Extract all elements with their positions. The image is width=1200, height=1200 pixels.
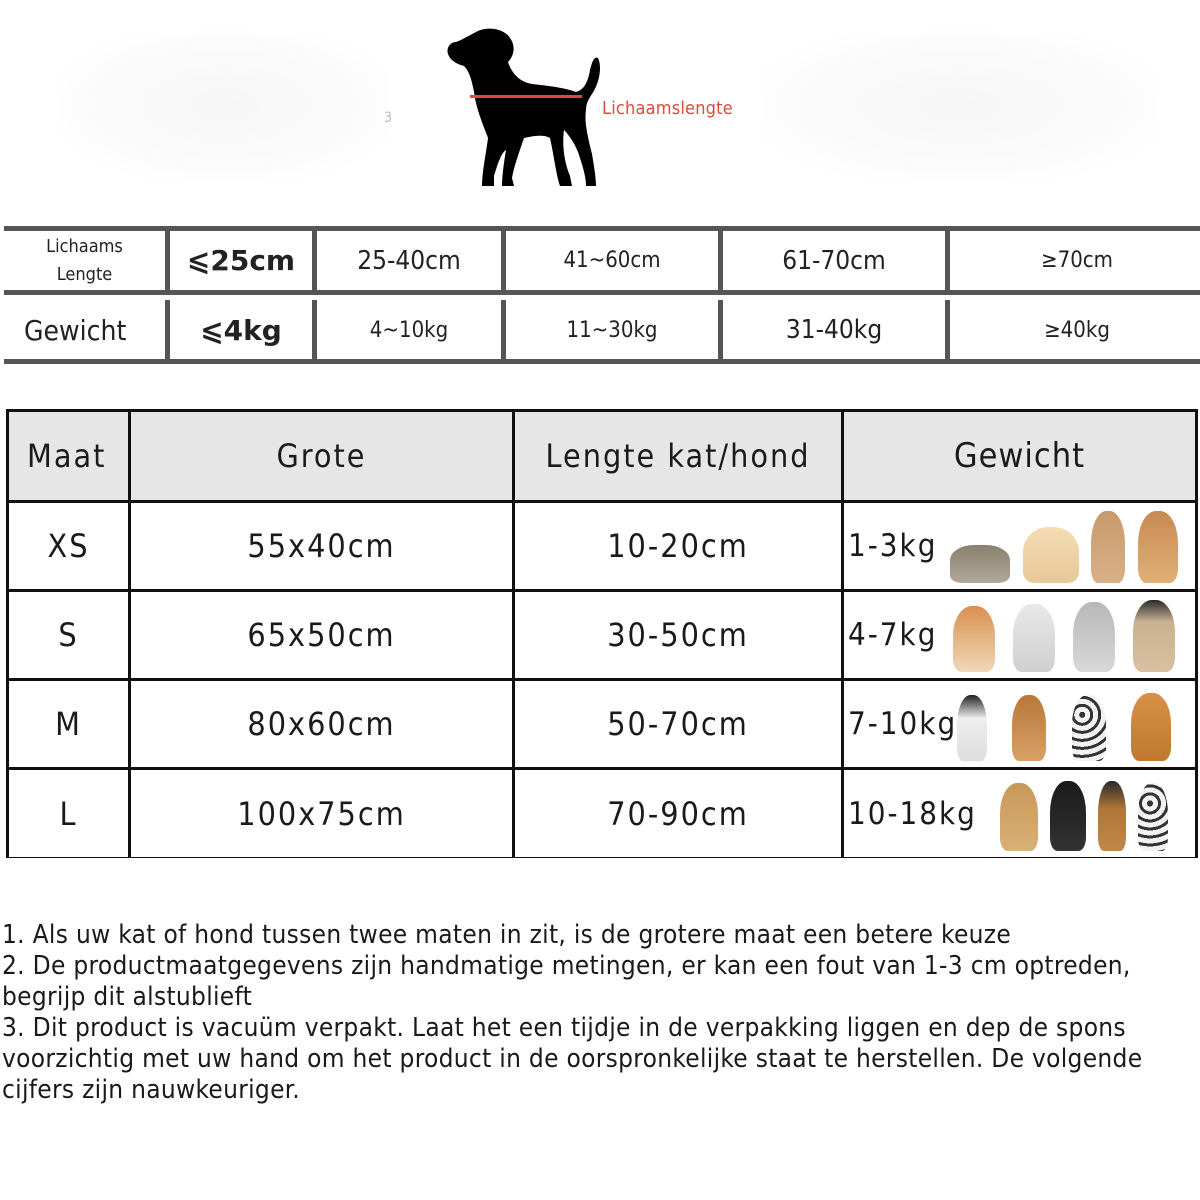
- column-header: Grote: [131, 412, 515, 500]
- reference-row-weight: [4, 300, 1200, 360]
- pet-photos: [944, 503, 1184, 589]
- chihuahua-icon: [1138, 511, 1178, 583]
- weight-cell: [844, 681, 1195, 767]
- length-cell: 70-90cm: [515, 770, 844, 857]
- dog-silhouette-icon: [446, 26, 606, 190]
- weight-cell: [844, 503, 1195, 589]
- length-cell: 50-70cm: [515, 681, 844, 767]
- table-cell: ≥70cm: [1041, 248, 1113, 273]
- page-number: 3: [384, 110, 393, 126]
- weight-cell: [844, 770, 1195, 857]
- cat-icon: [1091, 511, 1125, 583]
- table-cell: 4~10kg: [317, 300, 506, 360]
- pet-photos: [944, 681, 1184, 767]
- collie-icon: [957, 695, 987, 761]
- measurement-figure: [0, 0, 1200, 210]
- shiba-icon: [1131, 693, 1171, 761]
- dalmatian-icon: [1138, 783, 1168, 851]
- row-label: Gewicht: [4, 300, 170, 360]
- column-header: Gewicht: [953, 436, 1086, 476]
- weight-value: 10-18kg: [848, 795, 977, 832]
- table-header-row: [9, 412, 1195, 503]
- kitten-icon: [950, 545, 1010, 583]
- westie-icon: [1013, 604, 1055, 672]
- note-item: 2. De productmaatgegevens zijn handmatige metingen, er kan een fout van 1-3 cm optreden, begrijp dit alstublieft: [2, 951, 1131, 1012]
- table-cell: 25-40cm: [317, 231, 506, 290]
- length-cell: 10-20cm: [515, 503, 844, 589]
- notes-section: [2, 920, 1198, 1106]
- table-cell: 61-70cm: [723, 231, 950, 290]
- shepherd-icon: [1098, 781, 1126, 851]
- size-cell: S: [9, 592, 131, 678]
- pet-photos: [944, 592, 1184, 678]
- beagle-icon: [1012, 695, 1046, 761]
- dimensions-cell: 80x60cm: [131, 681, 515, 767]
- table-cell: ⩽25cm: [170, 231, 317, 290]
- table-row: [9, 770, 1195, 857]
- note-item: 1. Als uw kat of hond tussen twee maten in zit, is de grotere maat een betere keuze: [2, 920, 1012, 950]
- table-cell: ≥40kg: [1044, 317, 1110, 343]
- pet-photos: [994, 770, 1174, 857]
- weight-value: 7-10kg: [848, 706, 958, 742]
- puppy-icon: [1023, 527, 1079, 583]
- size-table: [6, 409, 1198, 858]
- faded-background: [60, 30, 393, 180]
- weight-value: 1-3kg: [848, 528, 938, 564]
- labrador-icon: [1000, 783, 1038, 851]
- length-cell: 30-50cm: [515, 592, 844, 678]
- weight-value: 4-7kg: [848, 617, 938, 653]
- weight-cell: [844, 592, 1195, 678]
- table-row: [9, 681, 1195, 770]
- table-row: [9, 592, 1195, 681]
- reference-row-length: [4, 231, 1200, 295]
- size-cell: XS: [9, 503, 131, 589]
- size-cell: M: [9, 681, 131, 767]
- table-row: [9, 503, 1195, 592]
- row-label: Lichaams Lengte: [4, 231, 170, 290]
- table-cell: 31-40kg: [723, 300, 950, 360]
- faded-background: [760, 30, 1160, 180]
- dimensions-cell: 65x50cm: [131, 592, 515, 678]
- dalmatian-icon: [1072, 695, 1106, 761]
- black-lab-icon: [1050, 781, 1086, 851]
- dimensions-cell: 100x75cm: [131, 770, 515, 857]
- note-item: 3. Dit product is vacuüm verpakt. Laat het een tijdje in de verpakking liggen en dep de spons voorzichtig met uw hand om het product in de oorspronkelijke staat te herstellen. De volgende cijfers zijn nauwkeuriger.: [2, 1013, 1143, 1105]
- cat-icon: [1073, 602, 1115, 672]
- dimensions-cell: 55x40cm: [131, 503, 515, 589]
- column-header: Lengte kat/hond: [515, 412, 844, 500]
- table-cell: ⩽4kg: [170, 300, 317, 360]
- table-cell: 11~30kg: [506, 300, 723, 360]
- corgi-icon: [953, 606, 995, 672]
- column-header: Maat: [9, 412, 131, 500]
- size-cell: L: [9, 770, 131, 857]
- table-cell: 41~60cm: [506, 231, 723, 290]
- measurement-label: Lichaamslengte: [602, 98, 733, 119]
- reference-table: [4, 226, 1200, 364]
- pug-icon: [1133, 600, 1175, 672]
